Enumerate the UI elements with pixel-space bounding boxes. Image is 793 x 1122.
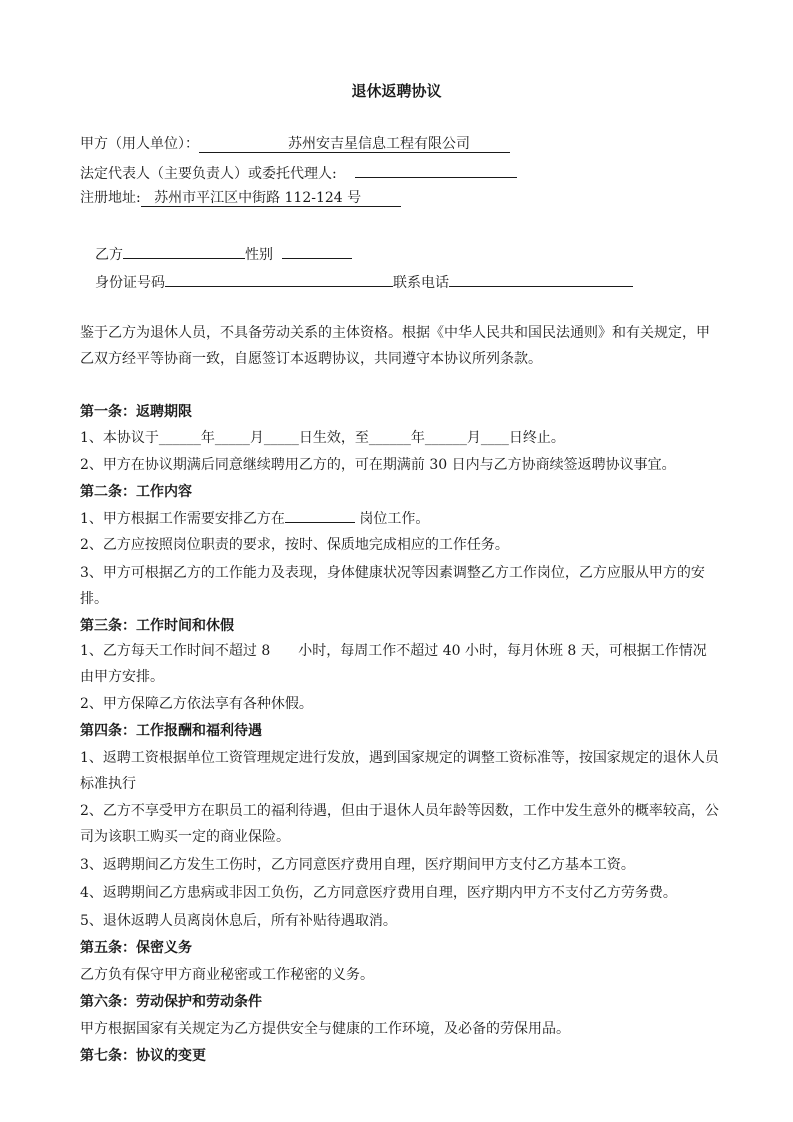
article-6-clause-1: 甲方根据国家有关规定为乙方提供安全与健康的工作环境，及必备的劳保用品。 xyxy=(80,1021,570,1037)
party-a-rep-field xyxy=(355,161,517,178)
party-a-address-label: 注册地址: xyxy=(80,190,141,206)
article-3-clause-2: 2、甲方保障乙方依法享有各种休假。 xyxy=(80,696,313,712)
party-a-rep-label: 法定代表人（主要负责人）或委托代理人: xyxy=(80,166,337,182)
party-a-address-field xyxy=(141,190,402,207)
article-3-clause-1: 1、乙方每天工作时间不超过 8 小时，每周工作不超过 40 小时，每月休班 8 天，可根据工作情况由甲方安排。 xyxy=(80,643,707,685)
party-b-phone-label: 联系电话 xyxy=(393,275,449,291)
party-b-id-field xyxy=(165,270,393,287)
party-a-label: 甲方（用人单位）： xyxy=(80,136,199,152)
article-2-position-field xyxy=(285,506,355,523)
party-a-address-line xyxy=(80,188,401,208)
article-2-clause-3: 3、甲方可根据乙方的工作能力及表现，身体健康状况等因素调整乙方工作岗位，乙方应服从甲方的安排。 xyxy=(80,565,705,607)
party-b-phone-field xyxy=(449,270,633,287)
party-a-company: 苏州安吉星信息工程有限公司 xyxy=(288,136,471,152)
article-6-heading: 第六条：劳动保护和劳动条件 xyxy=(80,994,262,1010)
article-2-clause-2: 2、乙方应按照岗位职责的要求，按时、保质地完成相应的工作任务。 xyxy=(80,537,509,553)
article-5-heading: 第五条：保密义务 xyxy=(80,940,192,956)
document-title: 退休返聘协议 xyxy=(351,82,442,100)
article-2-clause-1 xyxy=(80,506,720,532)
article-4-clause-4: 4、返聘期间乙方患病或非因工负伤，乙方同意医疗费用自理，医疗期内甲方不支付乙方劳务费。 xyxy=(80,885,677,901)
party-a-line xyxy=(80,134,510,154)
party-a-company-field xyxy=(199,136,510,153)
party-b-id-line xyxy=(95,270,633,293)
article-2-clause-1-end: 岗位工作。 xyxy=(354,511,430,527)
article-5-clause-1: 乙方负有保守甲方商业秘密或工作秘密的义务。 xyxy=(80,967,374,983)
party-a-rep-line xyxy=(80,161,517,184)
party-b-label: 乙方 xyxy=(95,247,123,263)
party-b-line xyxy=(95,242,352,265)
article-4-clause-5: 5、退休返聘人员离岗休息后，所有补贴待遇取消。 xyxy=(80,913,397,929)
party-b-gender-label: 性别 xyxy=(245,247,273,263)
article-7-heading: 第七条：协议的变更 xyxy=(80,1048,206,1064)
article-4-clause-1: 1、返聘工资根据单位工资管理规定进行发放，遇到国家规定的调整工资标准等，按国家规定的退休人员标准执行 xyxy=(80,750,719,792)
article-3-heading: 第三条：工作时间和休假 xyxy=(80,618,234,634)
article-4-clause-3: 3、返聘期间乙方发生工伤时，乙方同意医疗费用自理，医疗期间甲方支付乙方基本工资。 xyxy=(80,857,635,873)
party-b-id-label: 身份证号码 xyxy=(95,275,165,291)
article-2-clause-1-start: 1、甲方根据工作需要安排乙方在 xyxy=(80,511,285,527)
article-1-clause-2: 2、甲方在协议期满后同意继续聘用乙方的，可在期满前 30 日内与乙方协商续签返聘协议事宜。 xyxy=(80,457,676,473)
party-b-gender-field xyxy=(282,242,352,259)
article-4-clause-2: 2、乙方不享受甲方在职员工的福利待遇，但由于退休人员年龄等因数，工作中发生意外的概率较高，公司为该职工购买一定的商业保险。 xyxy=(80,803,719,845)
article-4-heading: 第四条：工作报酬和福利待遇 xyxy=(80,723,262,739)
preamble: 鉴于乙方为退休人员，不具备劳动关系的主体资格。根据《中华人民共和国民法通则》和有关规定，甲乙双方经平等协商一致，自愿签订本返聘协议，共同遵守本协议所列条款。 xyxy=(80,325,710,367)
article-1-clause-1: 1、本协议于______年_____月_____日生效，至______年______月____日终止。 xyxy=(80,430,565,446)
article-2-heading: 第二条：工作内容 xyxy=(80,484,192,500)
party-b-name-field xyxy=(123,242,245,259)
article-1-heading: 第一条：返聘期限 xyxy=(80,404,192,420)
party-a-address: 苏州市平江区中街路 112-124 号 xyxy=(154,190,362,206)
